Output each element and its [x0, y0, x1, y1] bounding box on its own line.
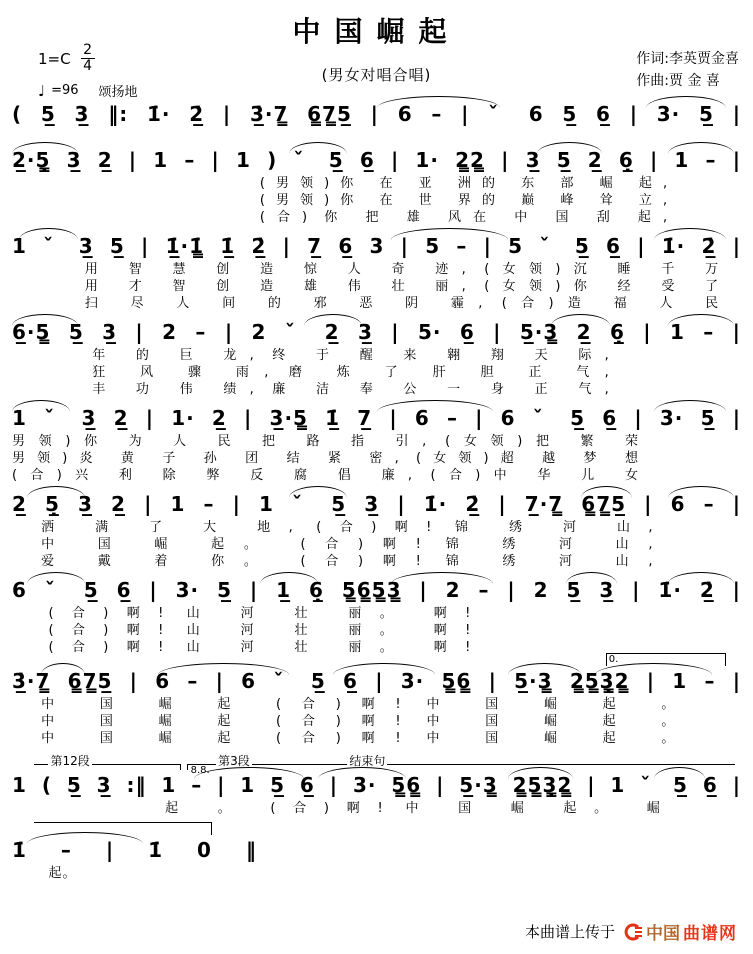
- lyric-line: (男领)你 在 亚 洲的 东 部 崛 起,: [259, 176, 669, 191]
- lyric-line: (合) 你 把 雄 风在 中 国 刮 起,: [259, 210, 669, 225]
- slur-arc: [41, 663, 85, 675]
- slur-arc: [304, 314, 362, 326]
- slur-arc: [668, 314, 734, 326]
- music-system: [12, 575, 741, 656]
- slur-arc: [12, 142, 78, 154]
- slur-arc: [12, 314, 78, 326]
- slur-arc: [377, 96, 501, 108]
- time-signature-numerator: 2: [83, 42, 93, 58]
- key-signature-block: [38, 44, 138, 100]
- lyric-line: 用 智 慧 创 造 惊 人 奇 迹, (女领)沉 睡 千 万: [84, 262, 720, 277]
- slur-arc: [551, 314, 609, 326]
- lyric-line: (合)啊! 山 河 壮 丽。 啊!: [48, 606, 472, 621]
- quarter-note-icon: ♩: [38, 81, 46, 100]
- time-signature-denominator: 4: [83, 58, 93, 74]
- lyric-line: 扫 尽 人 间 的 邪 恶 阴 霾, (合)造 福 人 民: [84, 296, 720, 311]
- segment-label-3: 第3段: [218, 754, 250, 768]
- slur-arc: [654, 228, 727, 240]
- song-subtitle: (男女对唱合唱): [321, 66, 432, 84]
- footer: [525, 919, 737, 944]
- notes-line: 6 ˇ 5̲ 6̲ | 3· 5̲ | 1̲ 6̲̣ 5̳6̳5̳3̳ | 2 – | 2 5̲ 3̲ | 1̇· 2̲̇ |: [12, 578, 741, 602]
- composer-credit: 作曲:贾 金 喜: [636, 73, 720, 89]
- slur-arc: [391, 228, 508, 240]
- segment-sublabel: 8.8.: [190, 765, 210, 776]
- lyric-line: 男领)你 为 人 民 把 路 指 引, (女领)把 繁 荣: [12, 434, 639, 449]
- slur-arc: [260, 572, 318, 584]
- lyric-line: 狂 风 骤 雨, 磨 炼 了 肝 胆 正 气,: [92, 365, 610, 380]
- notes-line: 1 ˇ 3̲ 2̲ | 1· 2̲ | 3̲·5̳ 1̲̇ 7̲ | 6 – | 6 ˇ 5̲ 6̲ | 3· 5̲ |: [12, 406, 741, 430]
- notes-line: 3̲̇·7̳ 6̳7̳5̲ | 6 – | 6 ˇ 5̲ 6̲ | 3· 5̳6̳ | 5̲·3̳ 2̳5̳3̳̣2̳ | 1 – |: [12, 669, 741, 693]
- lyric-line: 丰 功 伟 绩, 廉 洁 奉 公 一 身 正 气,: [92, 382, 610, 397]
- slur-arc: [19, 228, 77, 240]
- music-system: [12, 231, 741, 312]
- volta-bracket: 0.: [606, 653, 727, 666]
- credits-block: [636, 48, 739, 92]
- slur-arc: [289, 142, 347, 154]
- page-title: 中国崛起: [292, 15, 461, 48]
- slur-arc: [12, 400, 70, 412]
- expression-marking: 颂扬地: [98, 85, 138, 100]
- notes-line: 1̇ – | 1̇ 0 ‖: [12, 838, 257, 862]
- slur-arc: [158, 663, 289, 675]
- lyric-line: 用 才 智 创 造 雄 伟 壮 丽, (女领)你 经 受 了: [84, 279, 720, 294]
- ending-phrase-label: 结束句: [349, 754, 386, 768]
- site-logo-link[interactable]: [623, 919, 737, 944]
- music-system: [12, 145, 741, 226]
- slur-arc: [668, 572, 734, 584]
- segment-label-12: 第12段: [50, 754, 90, 768]
- music-system: [12, 99, 741, 129]
- slur-arc: [333, 663, 435, 675]
- lyric-line: 男领)炎 黄 子 孙 团 结 紧 密, (女领)超 越 梦 想: [12, 451, 639, 466]
- lyric-line: 中 国 崛 起 (合)啊! 中 国 崛 起 。: [41, 731, 676, 746]
- music-system: [12, 489, 741, 570]
- key-signature: 1=C: [38, 49, 71, 68]
- time-signature: [81, 44, 95, 73]
- slur-arc: [566, 572, 617, 584]
- slur-arc: [537, 142, 603, 154]
- slur-arc: [27, 572, 85, 584]
- slur-arc: [668, 142, 734, 154]
- lyric-line: 洒 满 了 大 地, (合)啊! 锦 绣 河 山,: [41, 520, 654, 535]
- tempo-value: =96: [51, 83, 79, 98]
- music-system: [12, 403, 741, 484]
- lyric-line: 中 国 崛 起 (合)啊! 中 国 崛 起 。: [41, 697, 676, 712]
- lyric-line: 爱 戴 着 你。 (合)啊! 锦 绣 河 山,: [41, 554, 654, 569]
- music-system: [12, 654, 741, 747]
- lyric-line: (合)兴 利 除 弊 反 腐 倡 廉, (合)中 华 儿 女: [12, 468, 639, 483]
- notes-line: ( 5̲ 3̲ ‖: 1̇· 2̲̇ | 3̲̇·7̳ 6̳7̳5̲ | 6 – | ˇ 6 5̲ 6̲ | 3· 5̲ |: [12, 102, 741, 126]
- lyric-line: (男领)你 在 世 界的 巅 峰 耸 立,: [259, 193, 669, 208]
- slur-arc: [391, 572, 493, 584]
- slur-arc: [289, 486, 347, 498]
- lyricist-credit: 作词:李英贾金喜: [636, 51, 739, 67]
- slur-arc: [654, 400, 727, 412]
- notes-line: 2̲ 5̲̣ 3̲ 2̲ | 1 – | 1 ˇ 5̲ 3̲ | 1̇· 2̲̇ | 7̲·7̳ 6̳7̳5̲ | 6 – |: [12, 492, 741, 516]
- lyric-line: (合)啊! 山 河 壮 丽。 啊!: [48, 640, 472, 655]
- slur-arc: [508, 663, 581, 675]
- notes-line: 1 ( 5̲ 3̲ :‖ 1 – | 1 5̲ 6̲ | 3· 5̳6̳ | 5̲·3̳ 2̳5̳3̳̣2̳ | 1 ˇ 5̲ 6̲ |: [12, 773, 741, 797]
- upload-text: 本曲谱上传于: [524, 923, 615, 941]
- site-logo-icon: [623, 922, 643, 942]
- lyric-line: 起。: [48, 866, 77, 881]
- music-system: [12, 770, 741, 817]
- lyric-line: 起 。 (合)啊! 中 国 崛 起。 崛: [165, 801, 661, 816]
- site-name-part1: 中国: [646, 924, 680, 944]
- slur-arc: [581, 486, 632, 498]
- slur-arc: [377, 400, 494, 412]
- notes-line: 6̲·5̳ 5̲ 3̲ | 2 – | 2 ˇ 2̲ 3̲ | 5· 6̲ | 5̲·3̳ 2̲ 6̲̣ | 1 – |: [12, 320, 741, 344]
- slur-arc: [668, 486, 734, 498]
- music-system: [12, 835, 741, 882]
- slur-arc: [646, 96, 726, 108]
- score-body: [12, 99, 741, 882]
- lyric-line: 中 国 崛 起 (合)啊! 中 国 崛 起 。: [41, 714, 676, 729]
- site-name-part2: 曲谱网: [683, 924, 737, 944]
- lyric-line: 中 国 崛 起。 (合)啊! 锦 绣 河 山,: [41, 537, 654, 552]
- slur-arc: [27, 486, 85, 498]
- music-system: [12, 317, 741, 398]
- notes-line: 2̲·5̳̣ 3̲ 2̲ | 1 – | 1 ) ˇ 5̲ 6̲ | 1· 2̳2̳ | 3̲ 5̲ 2̲ 6̲̣ | 1 – |: [12, 148, 741, 172]
- lyric-line: (合)啊! 山 河 壮 丽。 啊!: [48, 623, 472, 638]
- lyric-line: 年 的 巨 龙, 终 于 醒 来 翱 翔 天 际,: [92, 348, 610, 363]
- notes-line: 1 ˇ 3̲ 5̲ | 1̲̇·1̳̇ 1̲̇ 2̲̇ | 7̲ 6̲ 3 | 5 – | 5 ˇ 5̲ 6̲ | 1̇· 2̲̇ |: [12, 234, 741, 258]
